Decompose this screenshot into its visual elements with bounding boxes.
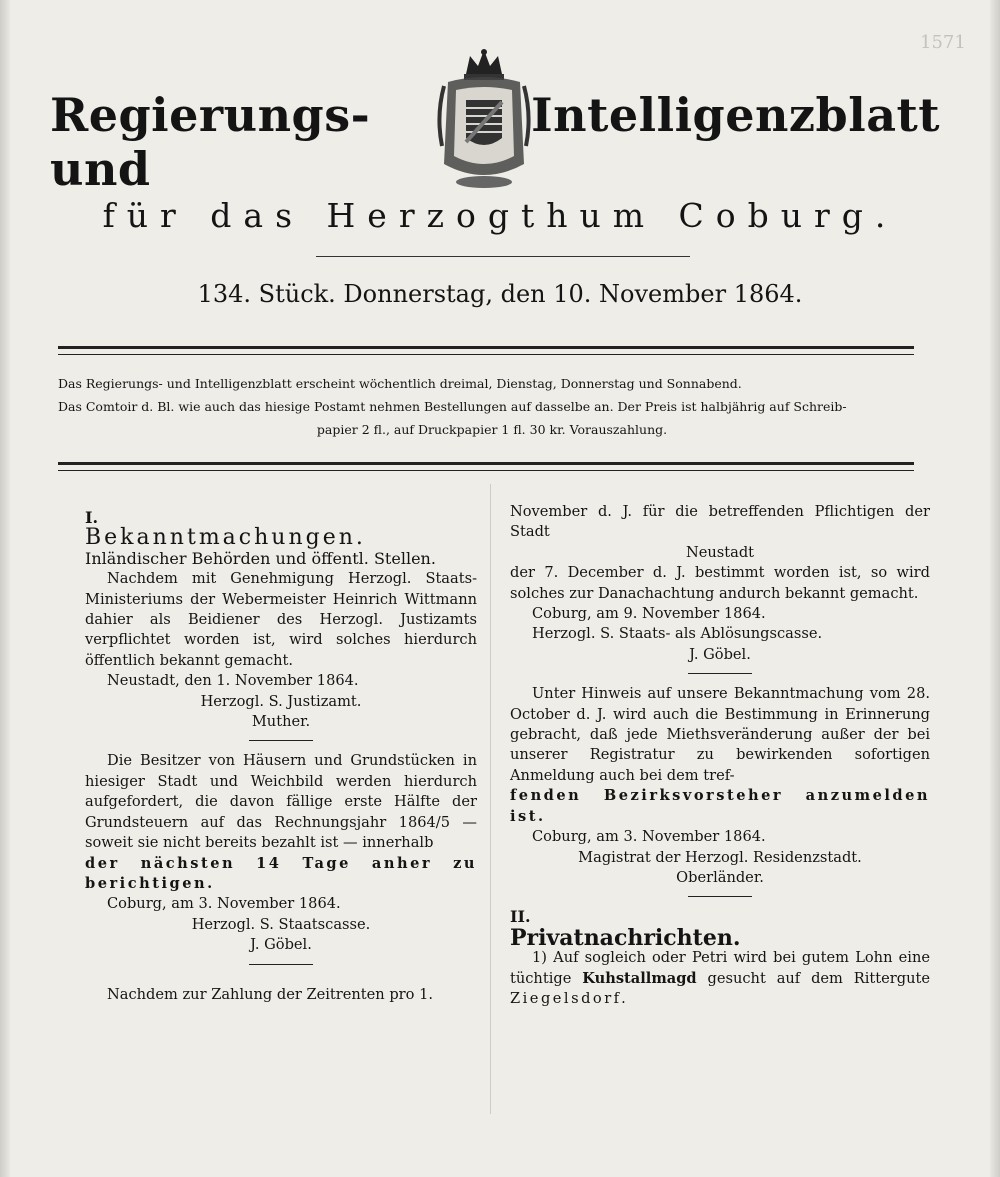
masthead-subtitle: für das Herzogthum Coburg. xyxy=(102,196,898,235)
announcement-body: Unter Hinweis auf unsere Bekanntmachung vom 28. October d. J. wird auch die Bestimmung in Erinnerung gebracht, daß jede Miethsveränderung außer der bei unserer Registratur zu bewirkenden sofortigen Anmeldung auch bei dem tref- xyxy=(510,685,930,784)
ad-text: gesucht auf dem Rittergute xyxy=(707,969,930,987)
section-title: Privatnachrichten. xyxy=(510,924,741,951)
announcement-place-date: Coburg, am 3. November 1864. xyxy=(107,895,341,913)
left-column xyxy=(85,508,477,1005)
announcement-place: Neustadt xyxy=(685,543,755,561)
section-title: Bekanntmachungen. xyxy=(85,525,366,551)
announcement-body: Die Besitzer von Häusern und Grundstücken in hiesiger Stadt und Weichbild werden hierdurch aufgefordert, die davon fällige erste Hälfte der Grundsteuern auf das Rechnungsjahr 1864/5 — soweit sie nicht bereits bezahlt ist — innerhalb xyxy=(85,752,477,852)
section-number: II. xyxy=(510,907,531,927)
double-rule-bottom xyxy=(58,462,914,471)
ad-place: Ziegelsdorf. xyxy=(510,989,629,1007)
announcement-signature: J. Göbel. xyxy=(689,645,751,663)
page-edge-left xyxy=(0,0,10,1177)
folio-number: 1571 xyxy=(920,32,966,53)
separator xyxy=(249,964,313,965)
page-edge-right xyxy=(990,0,1000,1177)
announcement-body: der 7. December d. J. bestimmt worden ist, so wird solches zur Danachachtung andurch bekannt gemacht. xyxy=(510,564,930,602)
announcement-office: Herzogl. S. Justizamt. xyxy=(200,692,362,710)
announcement-place-date: Coburg, am 9. November 1864. xyxy=(532,605,766,623)
announcement-body: Nachdem zur Zahlung der Zeitrenten pro 1. xyxy=(107,985,434,1003)
announcement-signature: Oberländer. xyxy=(676,868,764,886)
divider xyxy=(316,256,690,257)
ad-emphasis: Kuhstallmagd xyxy=(582,969,697,987)
section-number: I. xyxy=(85,508,99,527)
classified-ad xyxy=(510,948,930,1009)
separator xyxy=(688,673,752,674)
column-divider xyxy=(490,484,491,1114)
notice-line-2: Das Comtoir d. Bl. wie auch das hiesige Postamt nehmen Bestellungen auf dasselbe an. Der Preis ist halbjährig auf Schreib- xyxy=(58,399,847,414)
double-rule-top xyxy=(58,346,914,355)
issue-line: 134. Stück. Donnerstag, den 10. November 1864. xyxy=(197,280,803,308)
announcement-emphasis: fenden Bezirksvorsteher anzumelden ist. xyxy=(510,787,930,825)
notice-line-1: Das Regierungs- und Intelligenzblatt erscheint wöchentlich dreimal, Dienstag, Donnerstag und Sonnabend. xyxy=(58,376,742,391)
separator xyxy=(688,896,752,897)
announcement-emphasis: der nächsten 14 Tage anher zu berichtigen. xyxy=(85,854,477,892)
masthead-title xyxy=(50,88,940,196)
announcement-place-date: Coburg, am 3. November 1864. xyxy=(532,828,766,846)
announcement-body: Nachdem mit Genehmigung Herzogl. Staats-Ministeriums der Webermeister Heinrich Wittmann dahier als Beidiener des Herzogl. Justizamts verpflichtet worden ist, wird solches hierdurch öffentlich bekannt gemacht. xyxy=(85,570,477,669)
announcement-office: Herzogl. S. Staatscasse. xyxy=(191,915,371,933)
subscription-notice xyxy=(58,372,926,441)
announcement-signature: J. Göbel. xyxy=(250,936,312,954)
announcement-body: November d. J. für die betreffenden Pflichtigen der Stadt xyxy=(510,503,930,541)
announcement-office: Herzogl. S. Staats- als Ablösungscasse. xyxy=(532,625,823,643)
notice-line-3: papier 2 fl., auf Druckpapier 1 fl. 30 kr. Vorauszahlung. xyxy=(316,422,668,437)
ad-text: 1) Auf sogleich oder Petri wird bei gutem Lohn eine tüchtige xyxy=(510,949,930,987)
masthead-right: Intelligenzblatt xyxy=(531,88,940,142)
announcement-office: Magistrat der Herzogl. Residenzstadt. xyxy=(578,848,862,866)
section-subtitle: Inländischer Behörden und öffentl. Stellen. xyxy=(85,548,436,568)
announcement-place-date: Neustadt, den 1. November 1864. xyxy=(107,672,359,690)
masthead-left: Regierungs- und xyxy=(50,88,371,196)
announcement-signature: Muther. xyxy=(251,713,311,731)
right-column xyxy=(510,502,930,1009)
separator xyxy=(249,740,313,741)
